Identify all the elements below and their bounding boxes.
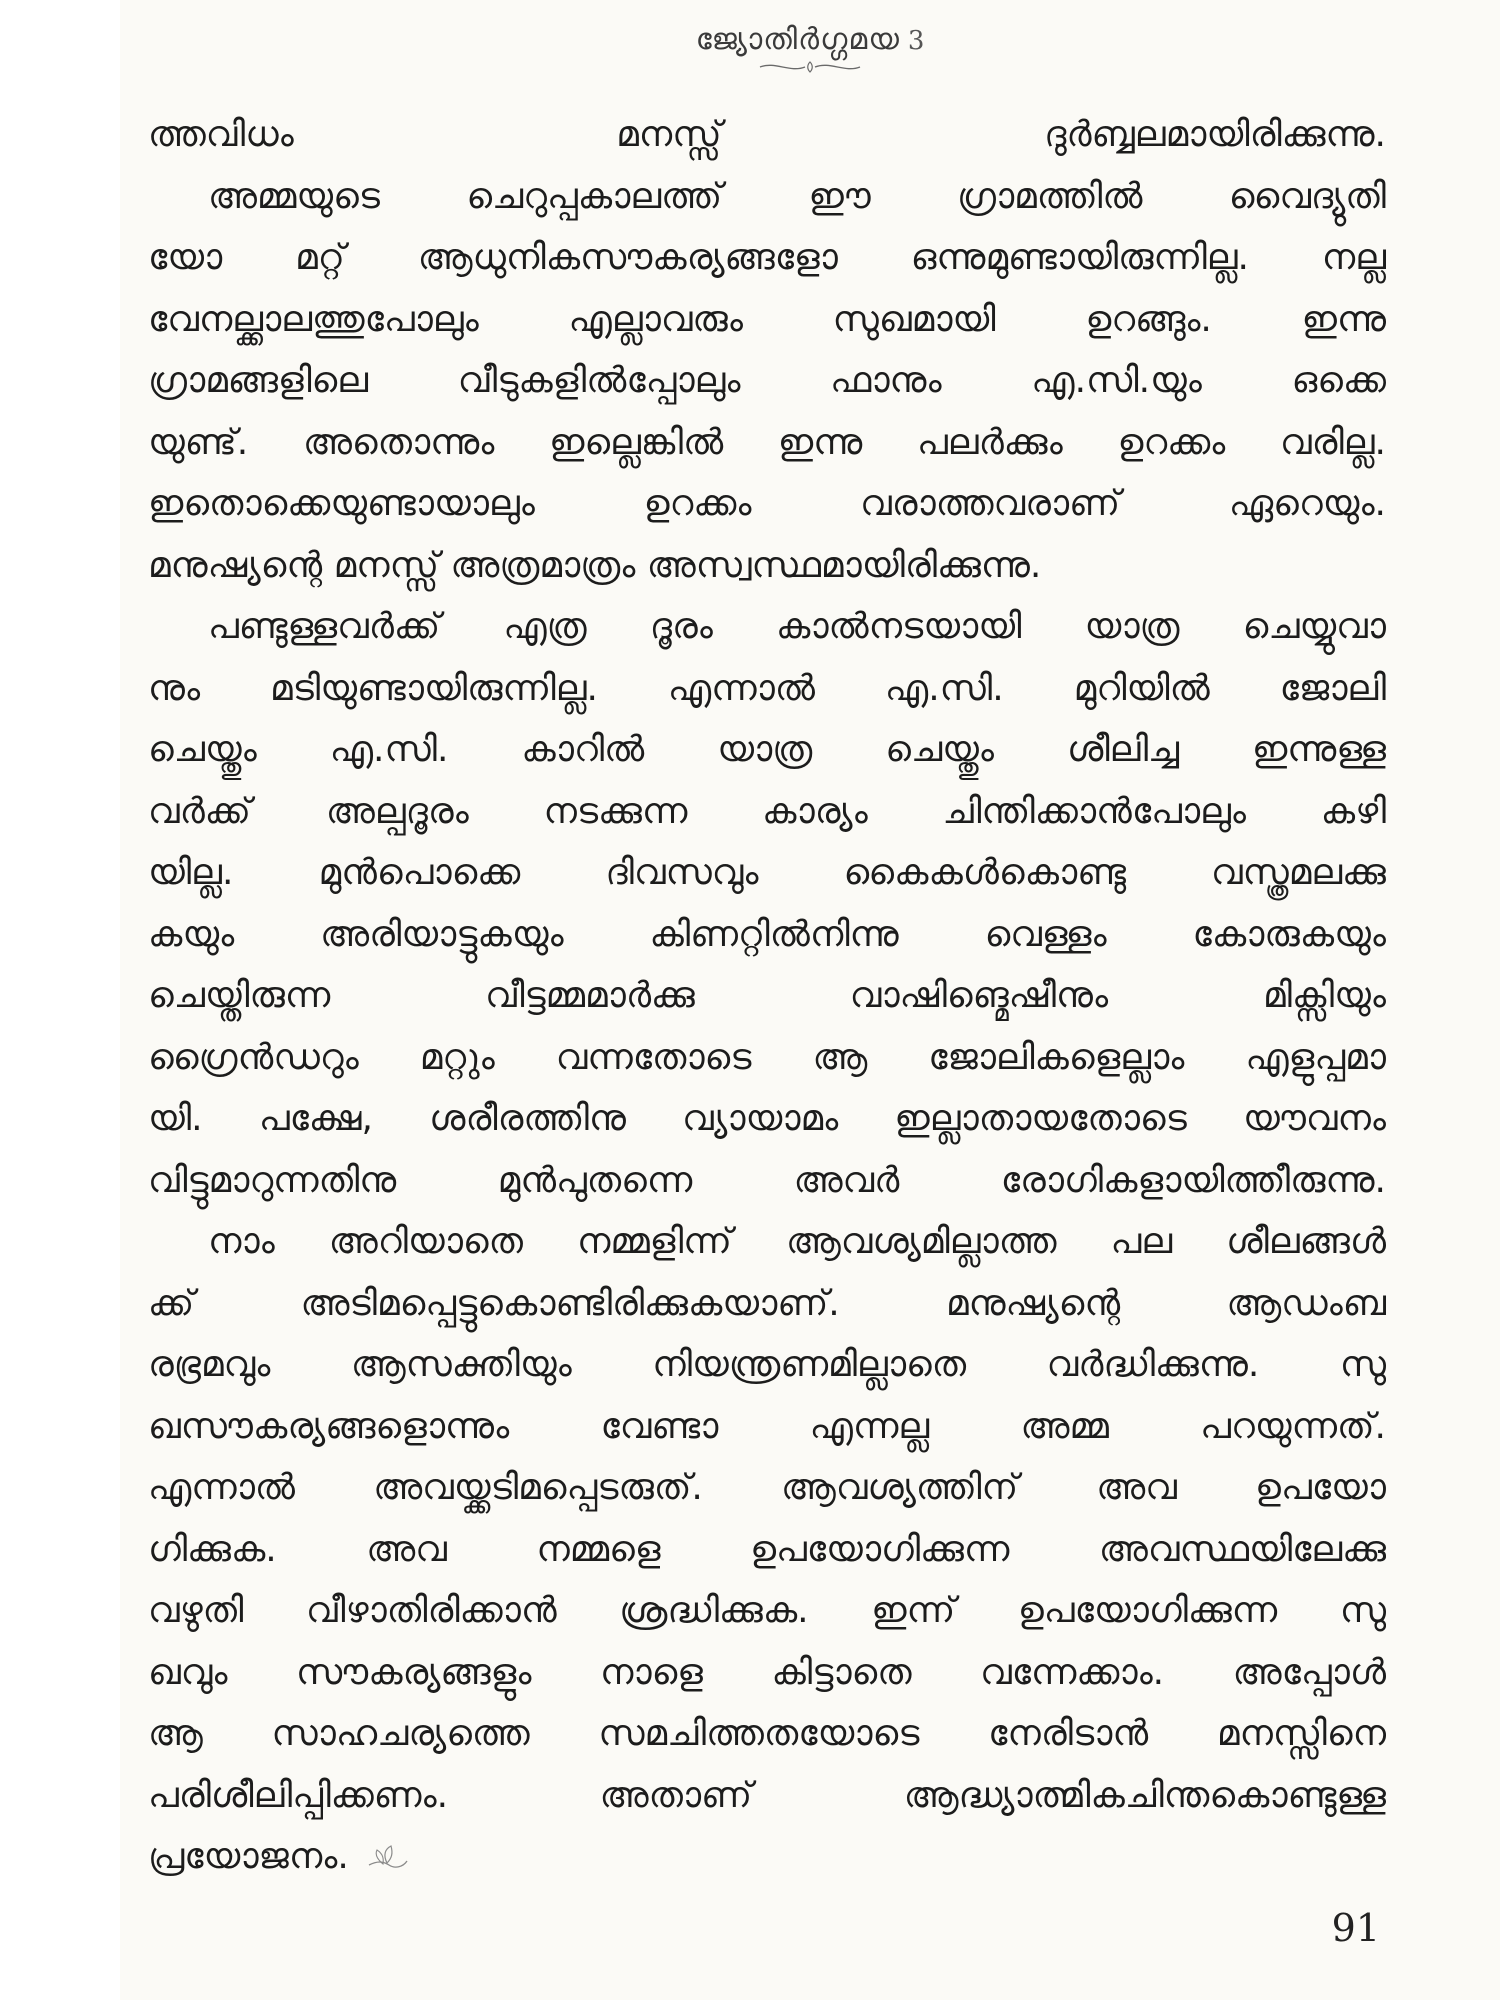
text-line: നാം അറിയാതെ നമ്മളിന്ന് ആവശ്യമില്ലാത്ത പല ശീലങ്ങൾ [208,1221,1386,1262]
text-line-last [148,1826,1386,1888]
text-line: വഴുതി വീഴാതിരിക്കാൻ ശ്രദ്ധിക്കുക. ഇന്ന് ഉപയോഗിക്കുന്ന സു [148,1590,1386,1631]
text-line: അമ്മയുടെ ചെറുപ്പകാലത്ത് ഈ ഗ്രാമത്തിൽ വൈദ്യുതി [208,175,1386,217]
text-line: യോ മറ്റ് ആധുനികസൗകര്യങ്ങളോ ഒന്നുമുണ്ടായിരുന്നില്ല. നല്ല [148,237,1386,278]
body-text [148,104,1386,1888]
book-page [120,0,1500,2000]
text-line: എന്നാൽ അവയ്ക്കടിമപ്പെടരുത്. ആവശ്യത്തിന് അവ ഉപയോ [148,1467,1386,1508]
text-line: ചെയ്തിരുന്ന വീട്ടമ്മമാർക്കു വാഷിങ്മെഷീനും മിക്സിയും [148,975,1386,1016]
text-line: ഖസൗകര്യങ്ങളൊന്നും വേണ്ടാ എന്നല്ല അമ്മ പറയുന്നത്. [148,1405,1386,1447]
text-line: യുണ്ട്. അതൊന്നും ഇല്ലെങ്കിൽ ഇന്നു പലർക്കും ഉറക്കം വരില്ല. [148,421,1386,463]
text-line: യില്ല. മുൻപൊക്കെ ദിവസവും കൈകൾകൊണ്ടു വസ്ത്രമലക്കു [148,852,1386,893]
header-volume: 3 [907,26,925,56]
text-line: പണ്ടുള്ളവർക്ക് എത്ര ദൂരം കാൽനടയായി യാത്ര ചെയ്യുവാ [208,606,1386,647]
text-line: മനുഷ്യന്റെ മനസ്സ് അത്രമാത്രം അസ്വസ്ഥമായിരിക്കുന്നു. [148,544,1042,586]
text-line: രഭ്രമവും ആസക്തിയും നിയന്ത്രണമില്ലാതെ വർദ്ധിക്കുന്നു. സു [148,1344,1386,1385]
text-line: നും മടിയുണ്ടായിരുന്നില്ല. എന്നാൽ എ.സി. മുറിയിൽ ജോലി [148,667,1386,709]
text-line: വേനല്ക്കാലത്തുപോലും എല്ലാവരും സുഖമായി ഉറങ്ങും. ഇന്നു [148,298,1386,340]
closing-word: പ്രയോജനം. [148,1836,349,1877]
flourish-icon [750,59,870,75]
text-line: ത്തവിധം മനസ്സ് ദുർബ്ബലമായിരിക്കുന്നു. [148,114,1386,155]
text-line: പരിശീലിപ്പിക്കണം. അതാണ് ആദ്ധ്യാത്മികചിന്തകൊണ്ടുള്ള [148,1774,1386,1816]
leaf-flourish-icon [363,1843,411,1873]
text-line: യി. പക്ഷേ, ശരീരത്തിനു വ്യായാമം ഇല്ലാതായതോടെ യൗവനം [148,1098,1386,1139]
header-title: ജ്യോതിർഗ്ഗമയ [695,22,900,57]
text-line: ചെയ്തും എ.സി. കാറിൽ യാത്ര ചെയ്തും ശീലിച്ച ഇന്നുള്ള [148,729,1386,770]
text-line: ഗ്രൈൻഡറും മറ്റും വന്നതോടെ ആ ജോലികളെല്ലാം എളുപ്പമാ [148,1036,1386,1078]
text-line: ഗ്രാമങ്ങളിലെ വീടുകളിൽപ്പോലും ഫാനും എ.സി.യും ഒക്കെ [148,360,1386,401]
text-line: ഇതൊക്കെയുണ്ടായാലും ഉറക്കം വരാത്തവരാണ് ഏറെയും. [148,483,1386,524]
page-number: 91 [1331,1906,1380,1950]
text-line: വിട്ടുമാറുന്നതിനു മുൻപുതന്നെ അവർ രോഗികളായിത്തീരുന്നു. [148,1159,1386,1201]
text-line: വർക്ക് അല്പദൂരം നടക്കുന്ന കാര്യം ചിന്തിക്കാൻപോലും കഴി [148,790,1386,832]
running-header [120,22,1500,75]
text-line: ഖവും സൗകര്യങ്ങളും നാളെ കിട്ടാതെ വന്നേക്കാം. അപ്പോൾ [148,1651,1386,1693]
text-line: ഗിക്കുക. അവ നമ്മളെ ഉപയോഗിക്കുന്ന അവസ്ഥയിലേക്കു [148,1528,1386,1570]
text-line: ക്ക് അടിമപ്പെട്ടുകൊണ്ടിരിക്കുകയാണ്. മനുഷ്യന്റെ ആഡംബ [148,1282,1386,1324]
text-line: കയും അരിയാട്ടുകയും കിണറ്റിൽനിന്നു വെള്ളം കോരുകയും [148,913,1386,955]
text-line: ആ സാഹചര്യത്തെ സമചിത്തതയോടെ നേരിടാൻ മനസ്സിനെ [148,1713,1386,1754]
